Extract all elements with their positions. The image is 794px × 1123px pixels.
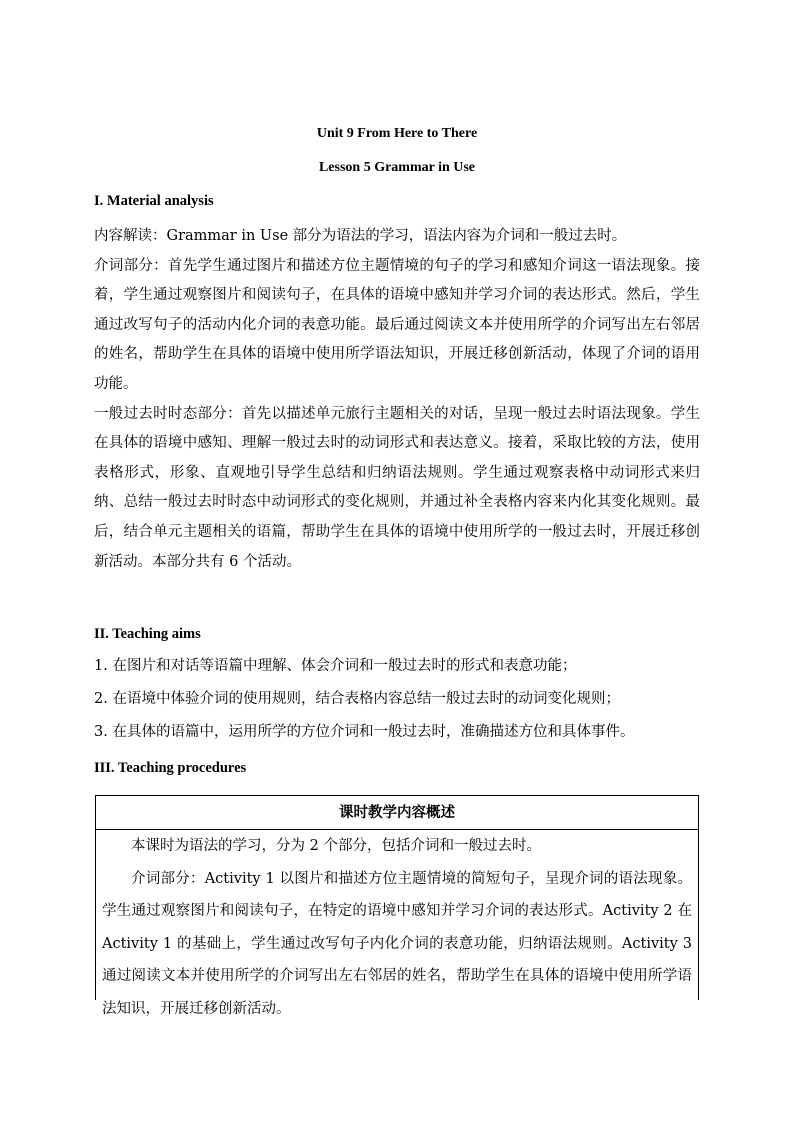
teaching-aims-list <box>94 650 700 749</box>
section-heading-teaching-aims: II. Teaching aims <box>94 626 201 642</box>
unit-title: Unit 9 From Here to There <box>316 126 478 141</box>
material-analysis-body <box>94 222 700 577</box>
lesson-title: Lesson 5 Grammar in Use <box>318 160 476 175</box>
lesson-overview-table <box>95 795 699 1017</box>
table-header: 课时教学内容概述 <box>96 796 698 830</box>
aim-item: 1. 在图片和对话等语篇中理解、体会介词和一般过去时的形式和表意功能； <box>94 658 577 674</box>
aim-item: 2. 在语境中体验介词的使用规则，结合表格内容总结一般过去时的动词变化规则； <box>94 691 620 707</box>
table-body <box>96 830 698 1025</box>
aim-item: 3. 在具体的语篇中，运用所学的方位介词和一般过去时，准确描述方位和具体事件。 <box>94 724 635 740</box>
content-interpretation-paragraph: 内容解读：Grammar in Use 部分为语法的学习，语法内容为介词和一般过去时。 <box>94 228 627 244</box>
section-heading-teaching-procedures: III. Teaching procedures <box>94 760 247 776</box>
past-tense-paragraph: 一般过去时时态部分：首先以描述单元旅行主题相关的对话，呈现一般过去时语法现象。学生在具体的语境中感知、理解一般过去时的动词形式和表达意义。接着，采取比较的方法，使用表格形式，形象、直观地引导学生总结和归纳语法规则。学生通过观察表格中动词形式来归纳、总结一般过去时时态中动词形式的变化规则，并通过补全表格内容来内化其变化规则。最后，结合单元主题相关的语篇，帮助学生在具体的语境中使用所学的一般过去时，开展迁移创新活动。本部分共有 6 个活动。 <box>94 405 700 570</box>
table-paragraph: 介词部分：Activity 1 以图片和描述方位主题情境的简短句子，呈现介词的语法现象。学生通过观察图片和阅读句子，在特定的语境中感知并学习介词的表达形式。Activity 2 在 Activity 1 的基础上，学生通过改写句子内化介词的表意功能，归纳语法规则。Activity 3 通过阅读文本并使用所学的介词写出左右邻居的姓名，帮助学生在具体的语境中使用所学语法知识，开展迁移创新活动。 <box>102 870 692 1017</box>
preposition-paragraph: 介词部分：首先学生通过图片和描述方位主题情境的句子的学习和感知介词这一语法现象。接着，学生通过观察图片和阅读句子，在具体的语境中感知并学习介词的表达形式。然后，学生通过改写句子的活动内化介词的表意功能。最后通过阅读文本并使用所学的介词写出左右邻居的姓名，帮助学生在具体的语境中使用所学语法知识，开展迁移创新活动，体现了介词的语用功能。 <box>94 257 700 392</box>
table-paragraph: 本课时为语法的学习，分为 2 个部分，包括介词和一般过去时。 <box>131 838 541 854</box>
section-heading-material-analysis: I. Material analysis <box>94 193 214 209</box>
